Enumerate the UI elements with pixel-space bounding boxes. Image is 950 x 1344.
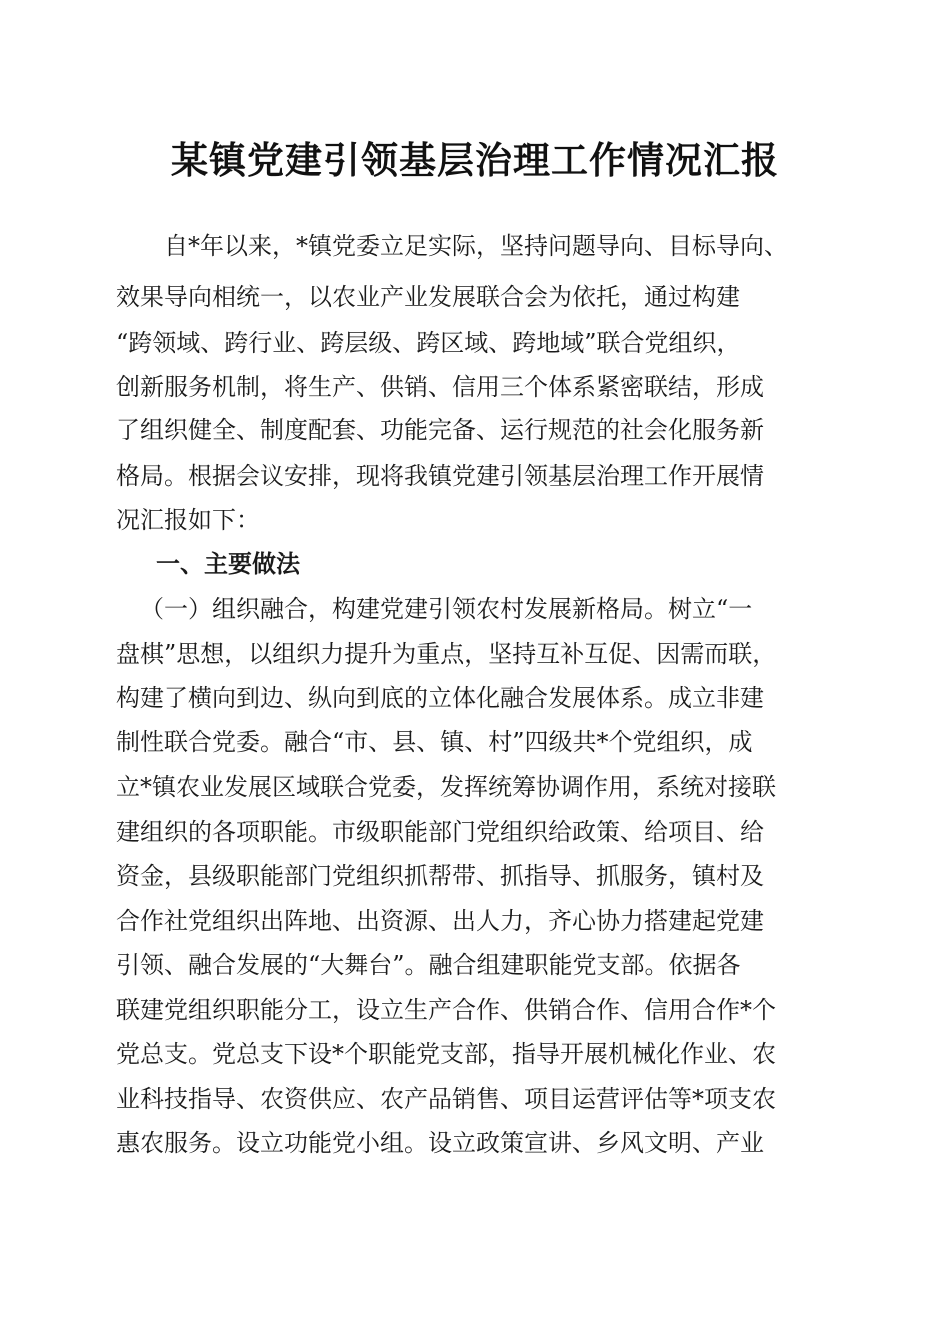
- body-line: “跨领域、跨行业、跨层级、跨区域、跨地域”联合党组织，: [116, 329, 741, 357]
- body-line: 效果导向相统一，以农业产业发展联合会为依托，通过构建: [116, 283, 740, 311]
- body-line: 党总支。党总支下设*个职能党支部，指导开展机械化作业、农: [116, 1040, 776, 1068]
- body-line: 自*年以来，*镇党委立足实际，坚持问题导向、目标导向、: [164, 232, 788, 260]
- body-line: 资金，县级职能部门党组织抓帮带、抓指导、抓服务，镇村及: [116, 862, 764, 890]
- body-line: 立*镇农业发展区域联合党委，发挥统筹协调作用，系统对接联: [116, 773, 776, 801]
- body-line: 创新服务机制，将生产、供销、信用三个体系紧密联结，形成: [116, 373, 764, 401]
- body-line: 联建党组织职能分工，设立生产合作、供销合作、信用合作*个: [116, 996, 776, 1024]
- body-line: 了组织健全、制度配套、功能完备、运行规范的社会化服务新: [116, 416, 764, 444]
- body-line: 建组织的各项职能。市级职能部门党组织给政策、给项目、给: [116, 818, 764, 846]
- body-line: 格局。根据会议安排，现将我镇党建引领基层治理工作开展情: [116, 462, 764, 490]
- body-line: 制性联合党委。融合“市、县、镇、村”四级共*个党组织，成: [116, 728, 753, 756]
- body-line: 业科技指导、农资供应、农产品销售、项目运营评估等*项支农: [116, 1085, 776, 1113]
- document-title: 某镇党建引领基层治理工作情况汇报: [171, 138, 779, 182]
- body-line: 引领、融合发展的“大舞台”。融合组建职能党支部。依据各: [116, 951, 741, 979]
- body-line: 盘棋”思想，以组织力提升为重点，坚持互补互促、因需而联，: [116, 640, 777, 668]
- body-line: 合作社党组织出阵地、出资源、出人力，齐心协力搭建起党建: [116, 907, 764, 935]
- body-line: 构建了横向到边、纵向到底的立体化融合发展体系。成立非建: [116, 684, 764, 712]
- body-line: 惠农服务。设立功能党小组。设立政策宣讲、乡风文明、产业: [116, 1129, 764, 1157]
- section-heading: 一、主要做法: [156, 550, 300, 578]
- body-line: （一）组织融合，构建党建引领农村发展新格局。树立“一: [140, 595, 753, 623]
- body-line: 况汇报如下：: [116, 506, 260, 534]
